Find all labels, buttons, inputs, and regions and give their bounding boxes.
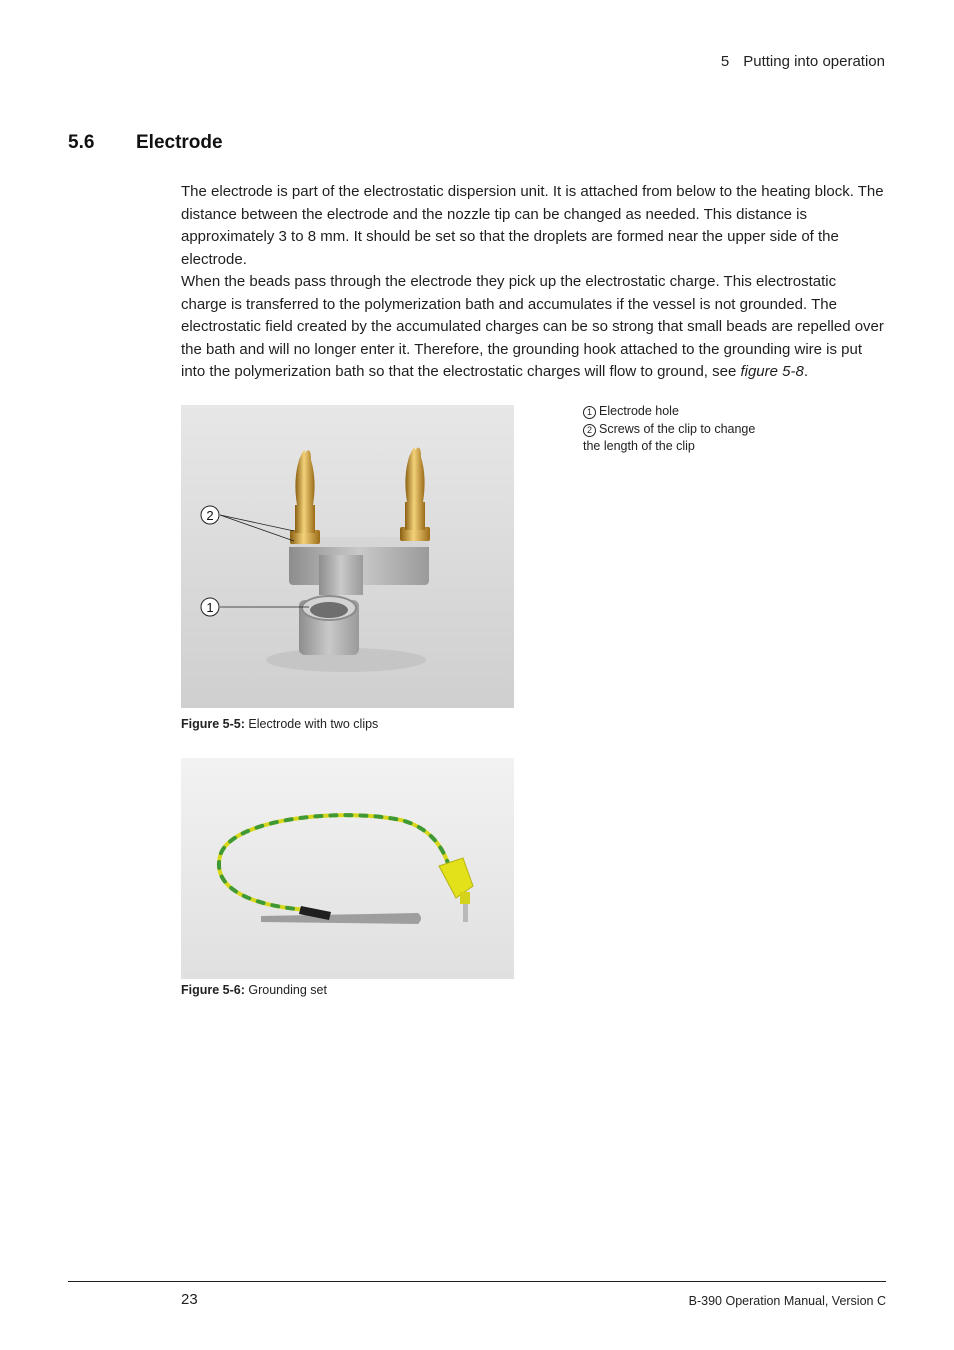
footer-divider (68, 1281, 886, 1282)
section-title: Electrode (136, 132, 223, 153)
figure-caption-text: Grounding set (248, 983, 327, 997)
callout-marker-1: 1 (583, 406, 596, 419)
chapter-title: Putting into operation (743, 53, 885, 70)
paragraph-2-end: . (803, 363, 809, 380)
grounding-set-illustration (181, 758, 514, 979)
figure-legend (583, 403, 843, 456)
figure-reference-link[interactable]: figure 5-8 (740, 363, 804, 380)
body-text (181, 181, 886, 384)
figure-label: Figure 5-6: (181, 983, 245, 997)
callout-label-2: 2 (206, 508, 214, 523)
legend-item-text: Screws of the clip to change (599, 421, 756, 436)
legend-item-continuation: the length of the clip (583, 439, 695, 453)
manual-name: B-390 Operation Manual, Version C (688, 1294, 886, 1308)
page-number: 23 (181, 1291, 198, 1308)
paragraph-1: The electrode is part of the electrostatic dispersion unit. It is attached from below to the heating block. The distance between the electrode and the nozzle tip can be changed as needed. This distance is approximately 3 to 8 mm. It should be set so that the droplets are formed near the upper side of the electrode. (181, 183, 884, 268)
electrode-photo (181, 405, 514, 708)
figure-caption (181, 717, 378, 731)
legend-item (583, 421, 843, 439)
legend-item-text: Electrode hole (599, 404, 679, 418)
section-heading (68, 132, 223, 154)
chapter-number: 5 (720, 53, 730, 70)
section-number: 5.6 (68, 132, 95, 153)
callout-marker-2: 2 (583, 424, 596, 437)
figure-caption-text: Electrode with two clips (248, 717, 379, 731)
figure-caption (181, 983, 327, 997)
paragraph-2-text: When the beads pass through the electrode they pick up the electrostatic charge. This electrostatic charge is transferred to the polymerization bath and accumulates if the vessel is not grounded. The electrostatic field created by the accumulated charges can be so strong that small beads are repelled over the bath and will no longer enter it. Therefore, the grounding hook attached to the grounding wire is put into the polymerization bath so that the electrostatic charges will flow to ground, see (181, 273, 884, 380)
paragraph-2 (181, 271, 886, 384)
legend-item (583, 403, 843, 421)
callout-label-1: 1 (206, 600, 214, 615)
grounding-set-photo (181, 758, 514, 979)
figure-label: Figure 5-5: (181, 717, 245, 731)
electrode-illustration (181, 405, 514, 708)
running-header (560, 53, 885, 70)
